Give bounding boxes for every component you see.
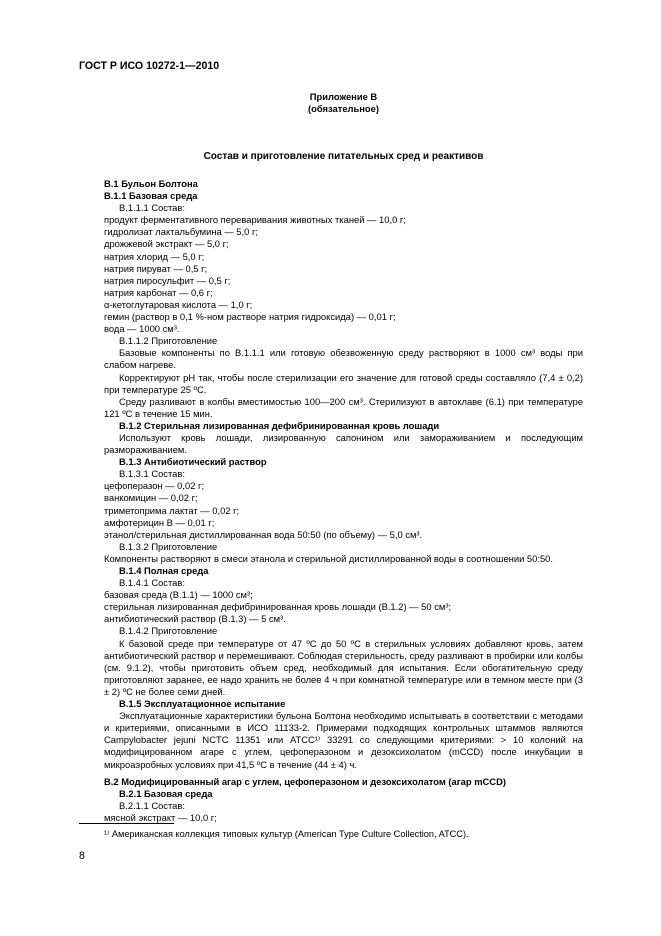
body-line: Эксплуатационные характеристики бульона Болтона необходимо испытывать в соответствии с методами и критериями, описанными в ИСО 11133-2. Примерами подходящих контрольных штаммов являются Campylobacter jejuni NCTC 11351 или АТСС¹⁾ 33291 со следующими критериями: > 10 колоний на модифицированном агаре с углем, цефоперазоном и дезоксихолатом (mCCD) после инкубации в микроаэробных условиях при 41,5 ºС в течение (44 ± 4) ч. xyxy=(104,710,583,770)
section-title: Состав и приготовление питательных сред и реактивов xyxy=(203,151,484,162)
body-line: Среду разливают в колбы вместимостью 100—200 см³. Стерилизуют в автоклаве (6.1) при температуре 121 ºС в течение 15 мин. xyxy=(104,395,583,419)
body-line: гемин (раствор в 0,1 %-ном растворе натрия гидроксида) — 0,01 г; xyxy=(104,311,396,323)
body-line: амфотерицин В — 0,01 г; xyxy=(104,516,215,528)
body-line: В.1.1.2 Приготовление xyxy=(119,335,218,347)
page-number: 8 xyxy=(79,850,85,862)
body-line: стерильная лизированная дефибринированная кровь лошади (В.1.2) — 50 см³; xyxy=(104,601,452,613)
section-heading: В.1.3 Антибиотический раствор xyxy=(119,456,267,468)
body-line: α-кетоглутаровая кислота — 1,0 г; xyxy=(104,298,253,310)
body-line: этанол/стерильная дистиллированная вода 50:50 (по объему) — 5,0 см³. xyxy=(104,528,423,540)
footnote-divider xyxy=(79,823,174,824)
body-line: Используют кровь лошади, лизированную сапонином или замораживанием и последующим размораживанием. xyxy=(104,431,583,456)
body-line: продукт ферментативного переваривания животных тканей — 10,0 г; xyxy=(104,214,406,226)
body-line: цефоперазон — 0,02 г; xyxy=(104,480,205,492)
body-line: базовая среда (В.1.1) — 1000 см³; xyxy=(104,589,253,601)
body-line: натрия пиросульфит — 0,5 г; xyxy=(104,274,231,286)
body-line: триметоприма лактат — 0,02 г; xyxy=(104,504,240,516)
body-line: Компоненты растворяют в смеси этанола и стерильной дистиллированной воды в соотношении 50:50. xyxy=(104,552,553,564)
body-line: В.2.1.1 Состав: xyxy=(119,799,185,811)
body-line: В.1.3.1 Состав: xyxy=(119,468,185,480)
section-heading: В.2 Модифицированный агар с углем, цефоперазоном и дезоксихолатом (агар mCCD) xyxy=(104,775,506,787)
section-heading: В.1.1 Базовая среда xyxy=(104,190,198,202)
body-line: ванкомицин — 0,02 г; xyxy=(104,492,198,504)
section-heading: В.1.4 Полная среда xyxy=(119,565,209,576)
section-heading: В.1.2 Стерильная лизированная дефибринированная кровь лошади xyxy=(119,419,440,431)
body-line: вода — 1000 см³. xyxy=(104,323,180,335)
body-line: натрия пируват — 0,5 г; xyxy=(104,262,208,274)
body-line: В.1.4.1 Состав: xyxy=(119,577,185,589)
document-header: ГОСТ Р ИСО 10272-1—2010 xyxy=(79,60,220,72)
footnote: ¹⁾ Американская коллекция типовых культур (American Type Culture Collection, ATCC). xyxy=(104,829,469,839)
body-line: антибиотический раствор (В.1.3) — 5 см³. xyxy=(104,613,286,625)
body-line: мясной экстракт — 10,0 г; xyxy=(104,811,217,823)
body-line: В.1.1.1 Состав: xyxy=(119,202,185,214)
annex-title: Приложение В xyxy=(309,91,378,102)
body-line: натрия хлорид — 5,0 г; xyxy=(104,250,205,262)
body-line: Базовые компоненты по В.1.1.1 или готовую обезвоженную среду растворяют в 1000 см³ воды при слабом нагреве. xyxy=(104,347,583,371)
section-heading: В.2.1 Базовая среда xyxy=(119,787,213,799)
body-line: В.1.4.2 Приготовление xyxy=(119,625,218,637)
body-line: В.1.3.2 Приготовление xyxy=(119,540,218,552)
document-body xyxy=(104,178,583,824)
body-line: Корректируют pH так, чтобы после стерилизации его значение для готовой среды составляло (7,4 ± 0,2) при температуре 25 ºС. xyxy=(104,371,583,395)
body-line: натрия карбонат — 0,6 г; xyxy=(104,286,213,298)
body-line: дрожжевой экстракт — 5,0 г; xyxy=(104,238,229,250)
annex-status: (обязательное) xyxy=(308,103,379,114)
section-heading: B.1 Бульон Болтона xyxy=(104,178,198,189)
body-line: гидролизат лактальбумина — 5,0 г; xyxy=(104,226,258,238)
section-heading: В.1.5 Эксплуатационное испытание xyxy=(119,698,286,710)
body-line: К базовой среде при температуре от 47 ºС до 50 ºС в стерильных условиях добавляют кровь, затем антибиотический раствор и перемешивают. Соблюдая стерильность, среду разливают в пробирки или колбы (см. 9.1.2), чтобы приготовить объем сред, необходимый для испытания. Если обогатительную среду приготовляют заранее, ее надо хранить не более 4 ч при комнатной температуре или в темном месте при (3 ± 2) ºС не более семи дней. xyxy=(104,637,583,697)
